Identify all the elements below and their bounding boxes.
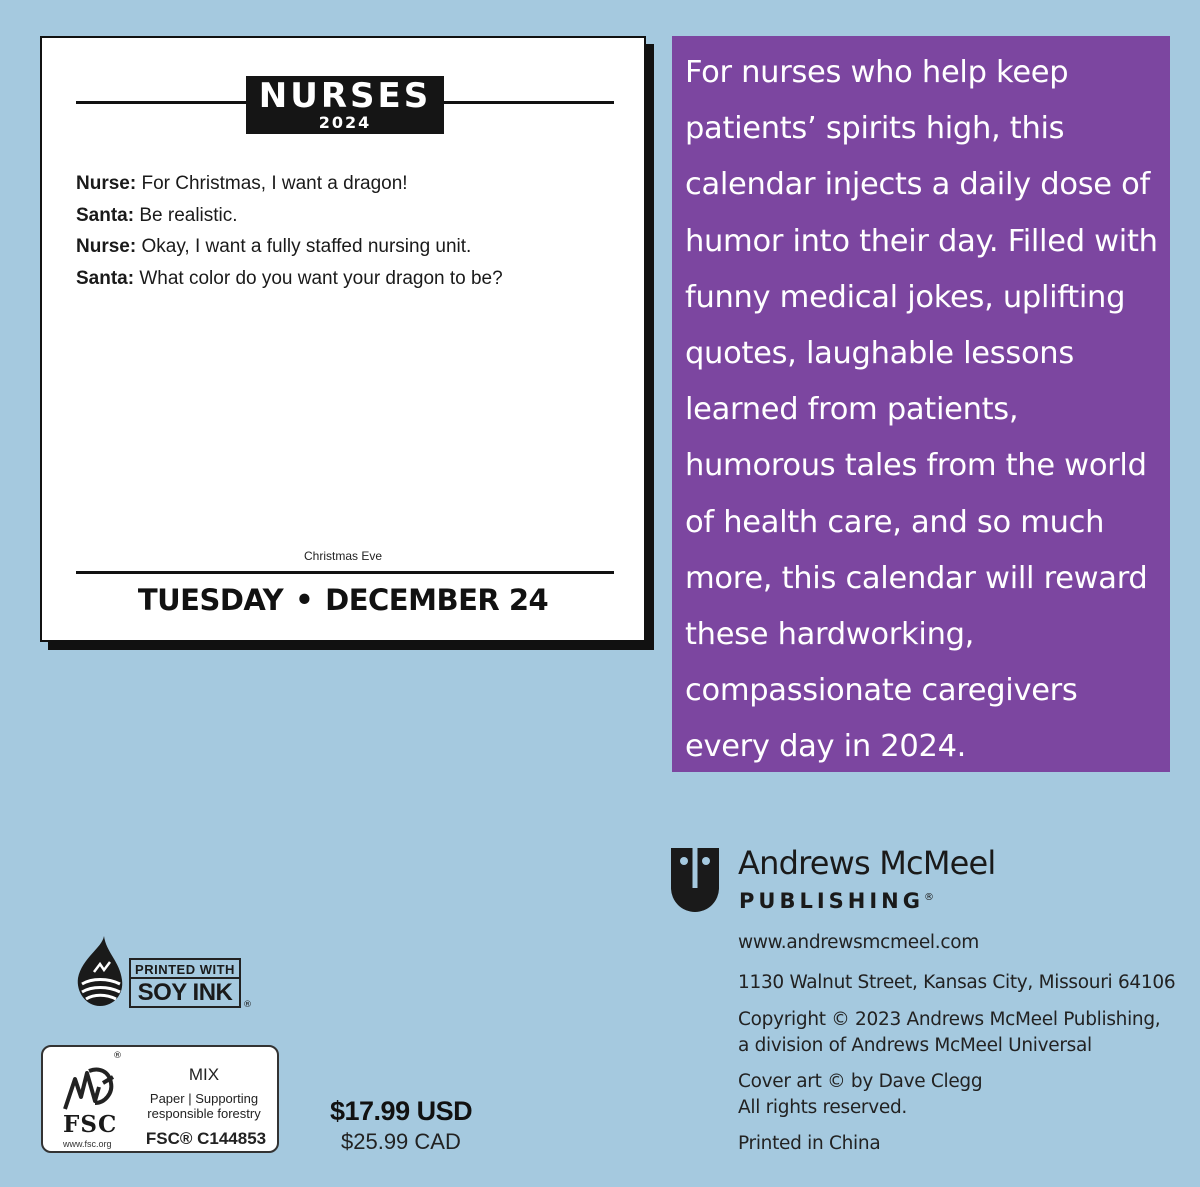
joke-text: What color do you want your dragon to be?	[139, 267, 503, 289]
joke-line	[76, 200, 616, 232]
fsc-reg-mark: ®	[113, 1051, 122, 1061]
soy-ink-reg-mark: ®	[243, 1000, 252, 1010]
calendar-date	[42, 583, 644, 617]
cover-art-credit: Cover art © by Dave Clegg	[738, 1071, 983, 1092]
joke-speaker: Santa:	[76, 204, 135, 226]
joke-text: For Christmas, I want a dragon!	[141, 173, 408, 194]
fsc-url: www.fsc.org	[63, 1139, 112, 1149]
calendar-title-logo	[246, 76, 444, 134]
weekday: TUESDAY	[137, 583, 284, 617]
printed-in: Printed in China	[738, 1133, 881, 1154]
description-text: For nurses who help keep patients’ spirits high, this calendar injects a daily dose of humor into their day. Filled with funny medical jokes, uplifting quotes, laughable lessons learned from patients, humorous tales from the world of health care, and so much more, this calendar will reward these hardworking, compassionate caregivers every day in 2024.	[685, 55, 1158, 765]
joke-line	[76, 263, 616, 295]
price-cad: $25.99 CAD	[341, 1129, 461, 1154]
joke-text: Okay, I want a fully staffed nursing unit.	[141, 236, 472, 257]
footer-rule	[76, 571, 614, 574]
fsc-paper-line-1: Paper | Supporting	[149, 1091, 259, 1106]
soy-ink-badge	[129, 958, 241, 1008]
joke-text: Be realistic.	[139, 204, 238, 226]
publisher-website: www.andrewsmcmeel.com	[738, 932, 979, 953]
joke-line	[76, 168, 616, 200]
soy-ink-drop-icon	[74, 934, 126, 1012]
fsc-paper-text	[135, 1091, 273, 1121]
joke-dialogue	[76, 168, 616, 294]
joke-speaker: Nurse:	[76, 236, 137, 257]
joke-speaker: Santa:	[76, 267, 135, 289]
joke-speaker: Nurse:	[76, 173, 137, 194]
calendar-page-sample	[40, 36, 646, 642]
fsc-logo-text: FSC	[63, 1111, 118, 1138]
fsc-license-code: FSC® C144853	[145, 1129, 267, 1148]
calendar-title: NURSES	[258, 76, 432, 116]
fsc-badge	[41, 1045, 279, 1153]
publisher-reg-mark: ®	[923, 892, 934, 903]
publisher-subtitle	[739, 889, 934, 913]
fsc-mix-label: MIX	[188, 1065, 220, 1084]
copyright-line-1: Copyright © 2023 Andrews McMeel Publishing,	[738, 1009, 1161, 1030]
price-usd: $17.99 USD	[330, 1096, 473, 1126]
soy-ink-top: PRINTED WITH	[131, 960, 239, 979]
rights-reserved: All rights reserved.	[738, 1097, 907, 1118]
joke-line	[76, 231, 616, 263]
copyright-line-2: a division of Andrews McMeel Universal	[738, 1035, 1092, 1056]
holiday-label: Christmas Eve	[303, 549, 383, 563]
calendar-year: 2024	[318, 113, 372, 132]
date-separator: •	[295, 583, 314, 617]
description-box	[672, 36, 1170, 772]
fsc-paper-line-2: responsible forestry	[147, 1106, 261, 1121]
andrews-mcmeel-logo-icon	[670, 848, 720, 914]
publisher-sub-text: PUBLISHING	[739, 889, 924, 913]
publisher-address: 1130 Walnut Street, Kansas City, Missouri 64106	[738, 972, 1176, 993]
publisher-name: Andrews McMeel	[738, 844, 996, 882]
soy-ink-main: SOY INK	[137, 979, 233, 1006]
month-day: DECEMBER 24	[325, 583, 549, 617]
